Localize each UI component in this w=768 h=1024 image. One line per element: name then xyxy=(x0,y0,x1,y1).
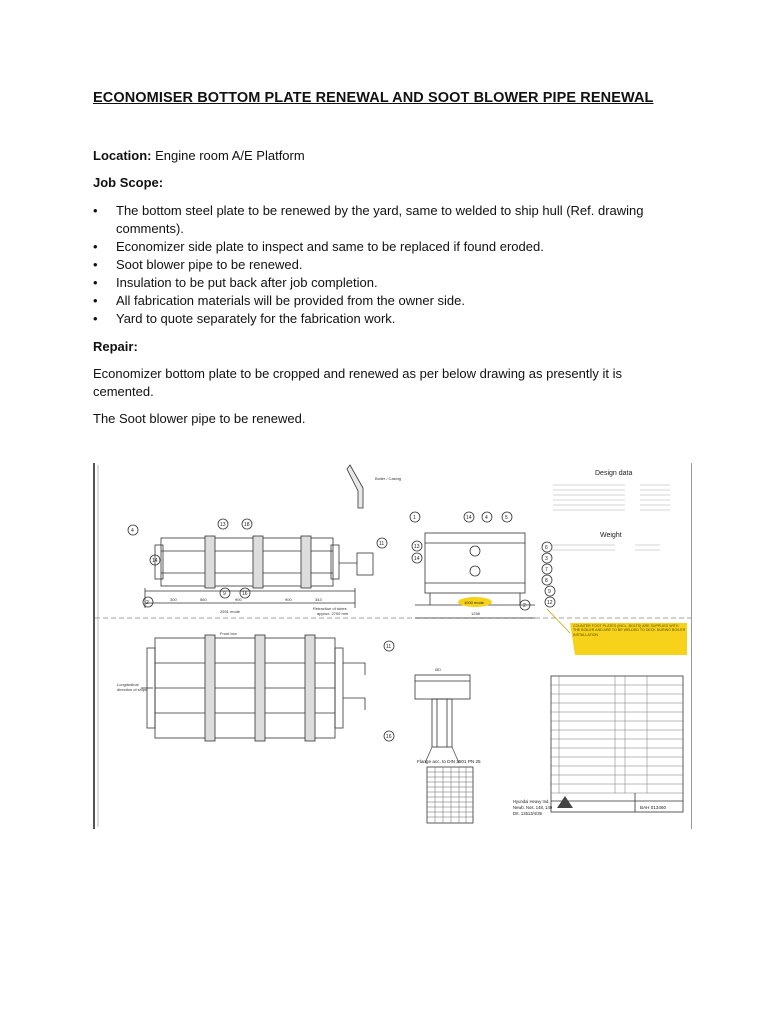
plan-view xyxy=(117,631,394,741)
svg-text:direction of ships: direction of ships xyxy=(117,687,148,692)
svg-text:1258: 1258 xyxy=(471,611,480,616)
svg-text:13: 13 xyxy=(220,522,226,528)
svg-text:8: 8 xyxy=(545,578,548,584)
bullet-icon: • xyxy=(93,292,98,308)
svg-text:4: 4 xyxy=(485,515,488,521)
list-item xyxy=(93,310,683,328)
callout-note-text: COUNTER FOOT PLATES (INCL. BOLTS) ARE SUPPLIED WITH THE BOILER AND ARE TO BE WELDED TO DECK DURING BOILER INSTALLATION xyxy=(573,624,686,637)
svg-text:16: 16 xyxy=(242,591,248,597)
svg-text:2: 2 xyxy=(146,600,149,606)
repair-paragraph-2: The Soot blower pipe to be renewed. xyxy=(93,411,306,426)
welding-callout-note xyxy=(547,609,687,655)
svg-text:13: 13 xyxy=(414,544,420,550)
flange-table xyxy=(417,759,481,823)
svg-text:5: 5 xyxy=(505,515,508,521)
list-item xyxy=(93,292,683,310)
highlight-note: 1000 mode xyxy=(464,600,485,605)
bullet-icon: • xyxy=(93,274,98,290)
svg-text:9: 9 xyxy=(223,591,226,597)
svg-text:2591 mode: 2591 mode xyxy=(220,609,241,614)
job-scope-heading: Job Scope: xyxy=(93,175,164,190)
svg-text:7: 7 xyxy=(545,567,548,573)
yard-line-2: Newb. Nos. 148, 149 xyxy=(513,805,553,810)
parts-list-table xyxy=(551,676,683,812)
list-item-text: Soot blower pipe to be renewed. xyxy=(116,256,303,272)
yard-line-1: Hyundai Heavy Ind. xyxy=(513,799,550,804)
list-item-text: Economizer side plate to inspect and same to be replaced if found eroded. xyxy=(116,238,544,254)
bullet-icon: • xyxy=(93,203,98,218)
yard-line-3: Drt. 13513/4/39 xyxy=(513,811,542,816)
list-item xyxy=(93,274,683,292)
svg-text:343: 343 xyxy=(315,597,322,602)
svg-text:6: 6 xyxy=(545,545,548,551)
svg-text:9: 9 xyxy=(548,589,551,595)
soot-blower-pipe-detail xyxy=(415,667,470,763)
svg-text:1: 1 xyxy=(413,515,416,521)
location-value: Engine room A/E Platform xyxy=(155,148,305,163)
location-line xyxy=(93,147,305,164)
svg-text:14: 14 xyxy=(152,558,158,564)
svg-text:12: 12 xyxy=(547,600,553,606)
location-label: Location: xyxy=(93,148,152,163)
yard-info xyxy=(513,799,553,816)
list-item-text: The bottom steel plate to be renewed by the yard, same to welded to ship hull (Ref. drawing comments). xyxy=(116,203,644,236)
bullet-icon: • xyxy=(93,310,98,326)
document-title: ECONOMISER BOTTOM PLATE RENEWAL AND SOOT BLOWER PIPE RENEWAL xyxy=(93,90,654,106)
bullet-icon: • xyxy=(93,238,98,254)
list-item xyxy=(93,202,683,237)
list-item-text: Yard to quote separately for the fabrication work. xyxy=(116,310,396,326)
svg-text:ØD: ØD xyxy=(435,667,441,672)
svg-text:14: 14 xyxy=(466,515,472,521)
svg-text:16: 16 xyxy=(386,734,392,740)
svg-text:approx. 2700 mm: approx. 2700 mm xyxy=(317,611,349,616)
svg-text:300: 300 xyxy=(170,597,177,602)
repair-paragraph-1: Economizer bottom plate to be cropped and renewed as per below drawing as presently it is cemented. xyxy=(93,366,622,399)
svg-text:900: 900 xyxy=(235,597,242,602)
yard-logo-icon xyxy=(557,796,573,808)
bullet-icon: • xyxy=(93,256,98,272)
svg-text:3: 3 xyxy=(545,556,548,562)
svg-text:560: 560 xyxy=(200,597,207,602)
svg-text:4: 4 xyxy=(131,528,134,534)
weight-title: Weight xyxy=(600,532,622,539)
svg-text:2: 2 xyxy=(523,603,526,609)
flange-table-title: Flange acc. to DIN 2501 PN 25 xyxy=(417,759,481,764)
drawing-number: BAH 013460 xyxy=(640,805,667,810)
economiser-technical-drawing xyxy=(93,463,692,829)
svg-text:18: 18 xyxy=(244,522,250,528)
list-item-text: Insulation to be put back after job completion. xyxy=(116,274,378,290)
design-data-panel xyxy=(550,470,670,550)
list-item xyxy=(93,256,683,274)
svg-text:900: 900 xyxy=(285,597,292,602)
svg-text:14: 14 xyxy=(414,556,420,562)
svg-text:Retraction of tubes: Retraction of tubes xyxy=(313,606,347,611)
list-item-text: All fabrication materials will be provided from the owner side. xyxy=(116,292,465,308)
svg-text:11: 11 xyxy=(379,541,385,547)
design-data-title: Design data xyxy=(595,470,633,477)
side-elevation-view xyxy=(128,465,401,616)
end-elevation-view xyxy=(410,512,555,618)
list-item xyxy=(93,238,683,256)
repair-heading: Repair: xyxy=(93,339,138,354)
svg-text:Boiler / Casing: Boiler / Casing xyxy=(375,476,402,481)
job-scope-list xyxy=(93,202,683,328)
svg-text:11: 11 xyxy=(386,644,392,650)
svg-text:Longitudinal: Longitudinal xyxy=(117,682,139,687)
svg-text:Front box: Front box xyxy=(220,631,237,636)
